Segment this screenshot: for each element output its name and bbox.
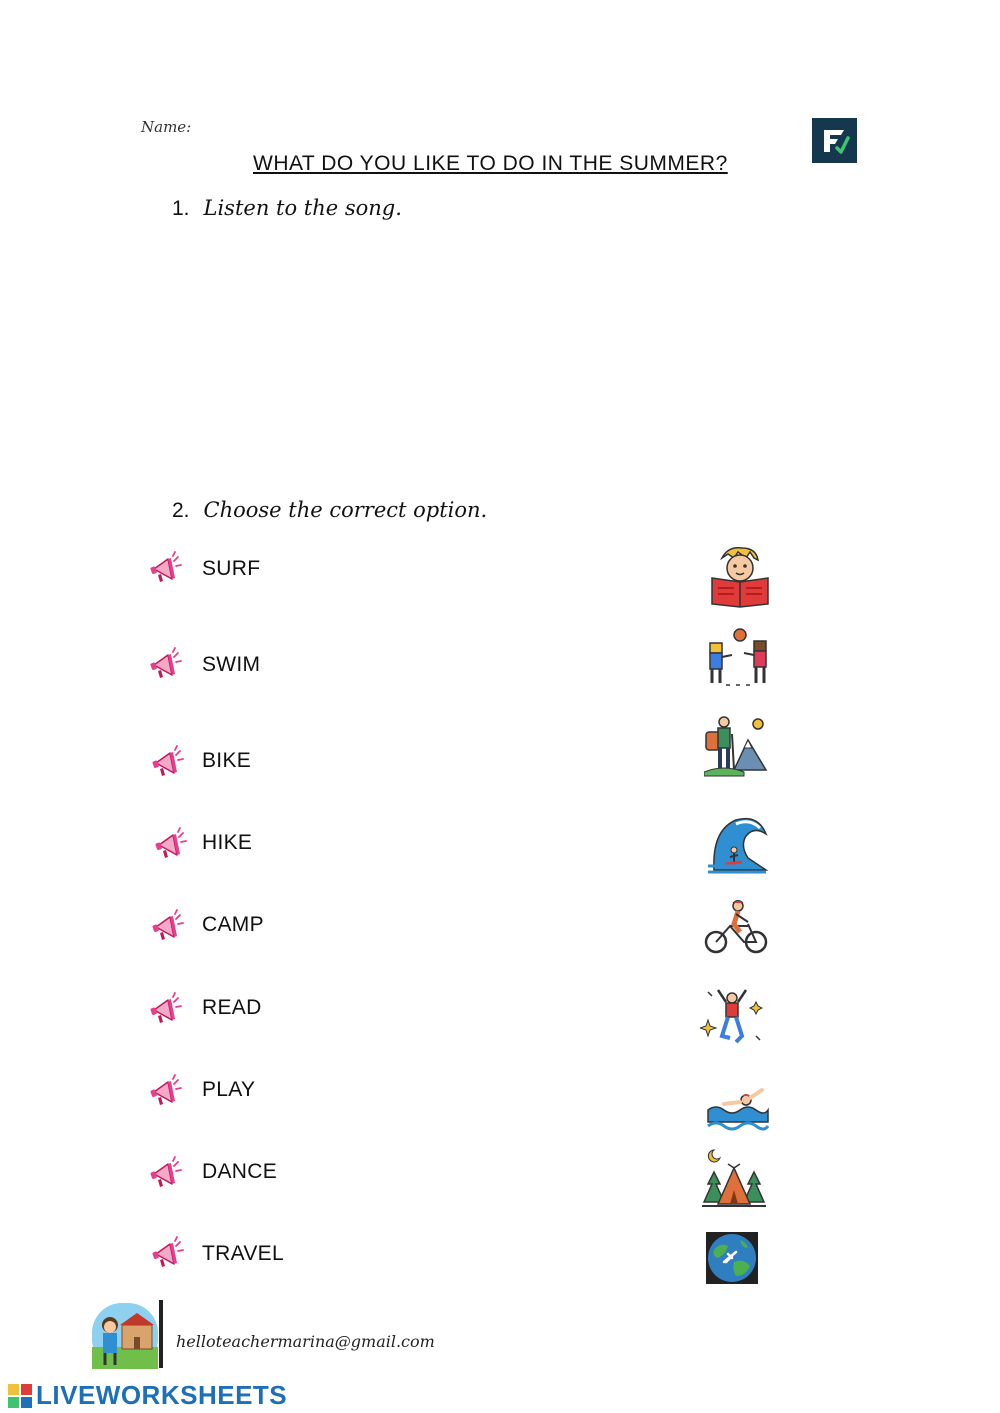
- speaker-button-travel[interactable]: [150, 1236, 184, 1274]
- liveworksheets-logo-icon: [812, 118, 857, 163]
- option-word-swim: SWIM: [202, 653, 261, 676]
- brand-name: LIVEWORKSHEETS: [36, 1380, 288, 1410]
- hiker-mountain-icon[interactable]: [704, 714, 768, 782]
- speaker-icon: [148, 551, 182, 585]
- speaker-button-camp[interactable]: [150, 909, 184, 947]
- speaker-button-dance[interactable]: [148, 1156, 182, 1194]
- section-2-instruction: Choose the correct option.: [203, 498, 488, 522]
- speaker-button-surf[interactable]: [148, 551, 182, 589]
- section-1-instruction: Listen to the song.: [203, 196, 402, 220]
- liveworksheets-blocks-icon: [8, 1384, 32, 1408]
- option-word-travel: TRAVEL: [202, 1242, 284, 1265]
- option-word-hike: HIKE: [202, 831, 253, 854]
- option-word-read: READ: [202, 996, 262, 1019]
- option-word-camp: CAMP: [202, 913, 264, 936]
- option-word-play: PLAY: [202, 1078, 256, 1101]
- worksheet-title: WHAT DO YOU LIKE TO DO IN THE SUMMER?: [253, 152, 728, 175]
- speaker-button-read[interactable]: [148, 992, 182, 1030]
- speaker-icon: [148, 1156, 182, 1190]
- section-1-heading: [172, 196, 402, 221]
- speaker-icon: [150, 1236, 184, 1270]
- speaker-icon: [153, 827, 187, 861]
- section-1-number: 1.: [172, 197, 190, 220]
- tent-camping-icon[interactable]: [702, 1146, 766, 1214]
- speaker-icon: [148, 1074, 182, 1108]
- teacher-avatar: [92, 1303, 158, 1369]
- speaker-icon: [150, 745, 184, 779]
- globe-airplane-icon[interactable]: [706, 1232, 758, 1288]
- speaker-button-hike[interactable]: [153, 827, 187, 865]
- section-2-heading: [172, 498, 487, 523]
- kids-playing-ball-icon[interactable]: [706, 627, 770, 695]
- speaker-button-play[interactable]: [148, 1074, 182, 1112]
- option-word-bike: BIKE: [202, 749, 252, 772]
- swimmer-icon[interactable]: [706, 1074, 770, 1142]
- speaker-icon: [148, 647, 182, 681]
- option-word-surf: SURF: [202, 557, 261, 580]
- surfer-wave-icon[interactable]: [706, 810, 770, 878]
- liveworksheets-brand[interactable]: [8, 1380, 287, 1411]
- speaker-button-swim[interactable]: [148, 647, 182, 685]
- name-label: Name:: [141, 118, 192, 136]
- speaker-icon: [150, 909, 184, 943]
- teacher-email: helloteachermarina@gmail.com: [176, 1332, 435, 1351]
- footer-divider: [159, 1300, 163, 1368]
- cyclist-icon[interactable]: [704, 896, 768, 964]
- boy-reading-book-icon[interactable]: [708, 544, 772, 612]
- speaker-icon: [148, 992, 182, 1026]
- dancer-icon[interactable]: [700, 986, 764, 1054]
- speaker-button-bike[interactable]: [150, 745, 184, 783]
- section-2-number: 2.: [172, 499, 190, 522]
- option-word-dance: DANCE: [202, 1160, 278, 1183]
